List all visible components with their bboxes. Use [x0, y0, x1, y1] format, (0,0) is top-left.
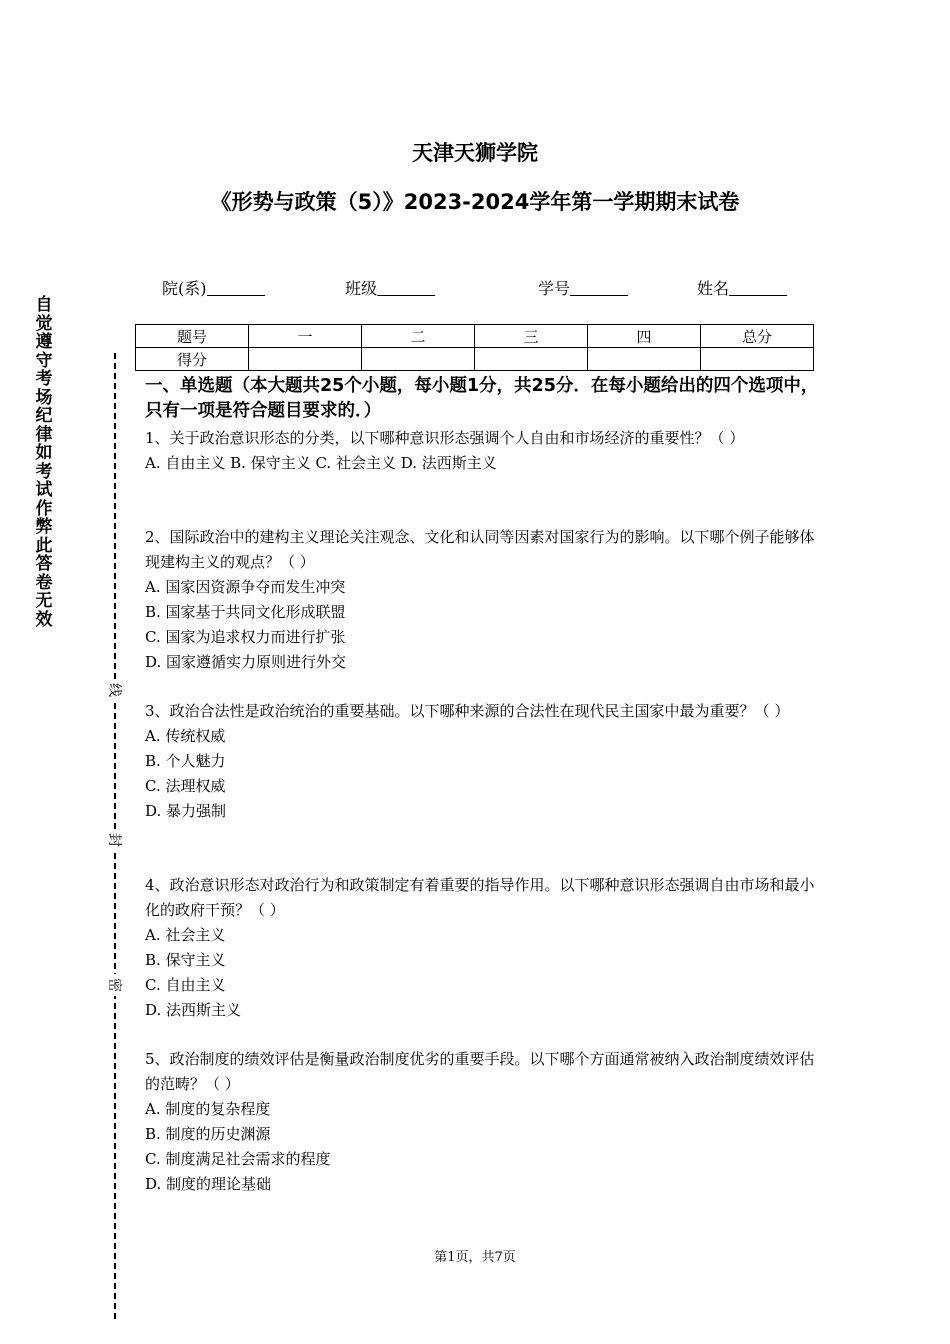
score-header-cell: 一: [249, 325, 362, 348]
question-option[interactable]: D. 国家遵循实力原则进行外交: [145, 653, 347, 671]
name-field: [697, 276, 787, 299]
score-header-cell: 总分: [701, 325, 814, 348]
question-option[interactable]: D. 法西斯主义: [145, 1001, 242, 1019]
question-option[interactable]: A. 制度的复杂程度: [145, 1100, 271, 1118]
question-options-inline: A. 自由主义 B. 保守主义 C. 社会主义 D. 法西斯主义: [145, 454, 497, 472]
side-char: 考: [35, 369, 53, 389]
question-option[interactable]: B. 国家基于共同文化形成联盟: [145, 603, 346, 621]
question-3: [145, 699, 820, 824]
score-table-score-row: [136, 348, 814, 371]
question-option[interactable]: C. 法理权威: [145, 777, 226, 795]
department-label: 院(系): [162, 279, 207, 298]
department-blank[interactable]: [207, 279, 265, 296]
side-char: 效: [35, 609, 53, 630]
side-char: 无: [35, 591, 53, 611]
class-blank[interactable]: [377, 279, 435, 296]
question-option[interactable]: B. 保守主义: [145, 951, 226, 969]
score-table-header-row: [136, 325, 814, 348]
question-option[interactable]: C. 自由主义: [145, 976, 226, 994]
score-table: [135, 324, 814, 371]
department-field: [162, 276, 265, 299]
student-id-field: [538, 276, 628, 299]
page-number: 第1页，共7页: [434, 1250, 516, 1265]
question-stem: 3、政治合法性是政治统治的重要基础。以下哪种来源的合法性在现代民主国家中最为重要？（ ）: [145, 702, 790, 720]
side-char: 纪: [35, 406, 53, 426]
class-field: [345, 276, 435, 299]
school-name: 天津天狮学院: [412, 141, 538, 165]
question-1: [145, 426, 820, 476]
question-stem: 5、政治制度的绩效评估是衡量政治制度优劣的重要手段。以下哪个方面通常被纳入政治制度绩效评估的范畴？（ ）: [145, 1050, 815, 1093]
side-char: 律: [35, 424, 53, 445]
score-header-cell: 四: [588, 325, 701, 348]
score-cell[interactable]: [588, 348, 701, 371]
section-title: 一、单选题（本大题共25个小题，每小题1分，共25分．在每小题给出的四个选项中，只有一项是符合题目要求的．）: [145, 376, 819, 421]
question-option[interactable]: B. 个人魅力: [145, 752, 226, 770]
cut-label-seal: 封: [105, 829, 125, 851]
question-option[interactable]: B. 制度的历史渊源: [145, 1125, 271, 1143]
question-stem: 2、国际政治中的建构主义理论关注观念、文化和认同等因素对国家行为的影响。以下哪个例子能够体现建构主义的观点？（ ）: [145, 528, 815, 571]
side-char: 考: [35, 461, 53, 482]
student-id-blank[interactable]: [570, 279, 628, 296]
side-char: 场: [35, 387, 53, 408]
question-4: [145, 873, 820, 1023]
side-warning-note: [33, 296, 55, 629]
score-cell[interactable]: [475, 348, 588, 371]
side-char: 试: [35, 480, 53, 500]
score-header-cell: 三: [475, 325, 588, 348]
exam-title: 《形势与政策（5）》2023-2024学年第一学期期末试卷: [210, 190, 740, 214]
score-row-label: 得分: [136, 348, 249, 371]
side-char: 答: [35, 554, 53, 574]
side-char: 觉: [35, 313, 53, 334]
question-option[interactable]: D. 制度的理论基础: [145, 1175, 272, 1193]
score-cell[interactable]: [362, 348, 475, 371]
score-header-cell: 二: [362, 325, 475, 348]
side-char: 作: [35, 498, 53, 519]
side-char: 卷: [35, 572, 53, 593]
cut-label-line: 线: [105, 679, 125, 701]
score-cell[interactable]: [249, 348, 362, 371]
side-char: 遵: [35, 332, 53, 352]
cut-label-secret: 密: [105, 974, 125, 996]
side-char: 自: [35, 295, 53, 315]
student-id-label: 学号: [538, 279, 571, 298]
name-blank[interactable]: [729, 279, 787, 296]
score-cell[interactable]: [701, 348, 814, 371]
question-2: [145, 525, 820, 675]
question-5: [145, 1047, 820, 1197]
side-char: 守: [35, 350, 53, 371]
question-option[interactable]: A. 传统权威: [145, 727, 226, 745]
question-option[interactable]: A. 社会主义: [145, 926, 226, 944]
question-option[interactable]: C. 国家为追求权力而进行扩张: [145, 628, 346, 646]
question-option[interactable]: D. 暴力强制: [145, 802, 227, 820]
question-stem: 1、关于政治意识形态的分类，以下哪种意识形态强调个人自由和市场经济的重要性？（ ）: [145, 429, 745, 447]
score-header-cell: 题号: [136, 325, 249, 348]
side-char: 此: [35, 535, 53, 556]
side-char: 弊: [35, 517, 53, 537]
side-char: 如: [35, 443, 53, 463]
name-label: 姓名: [697, 279, 730, 298]
question-option[interactable]: A. 国家因资源争夺而发生冲突: [145, 578, 346, 596]
question-option[interactable]: C. 制度满足社会需求的程度: [145, 1150, 331, 1168]
class-label: 班级: [345, 279, 378, 298]
question-stem: 4、政治意识形态对政治行为和政策制定有着重要的指导作用。以下哪种意识形态强调自由市场和最小化的政府干预？（ ）: [145, 876, 815, 919]
